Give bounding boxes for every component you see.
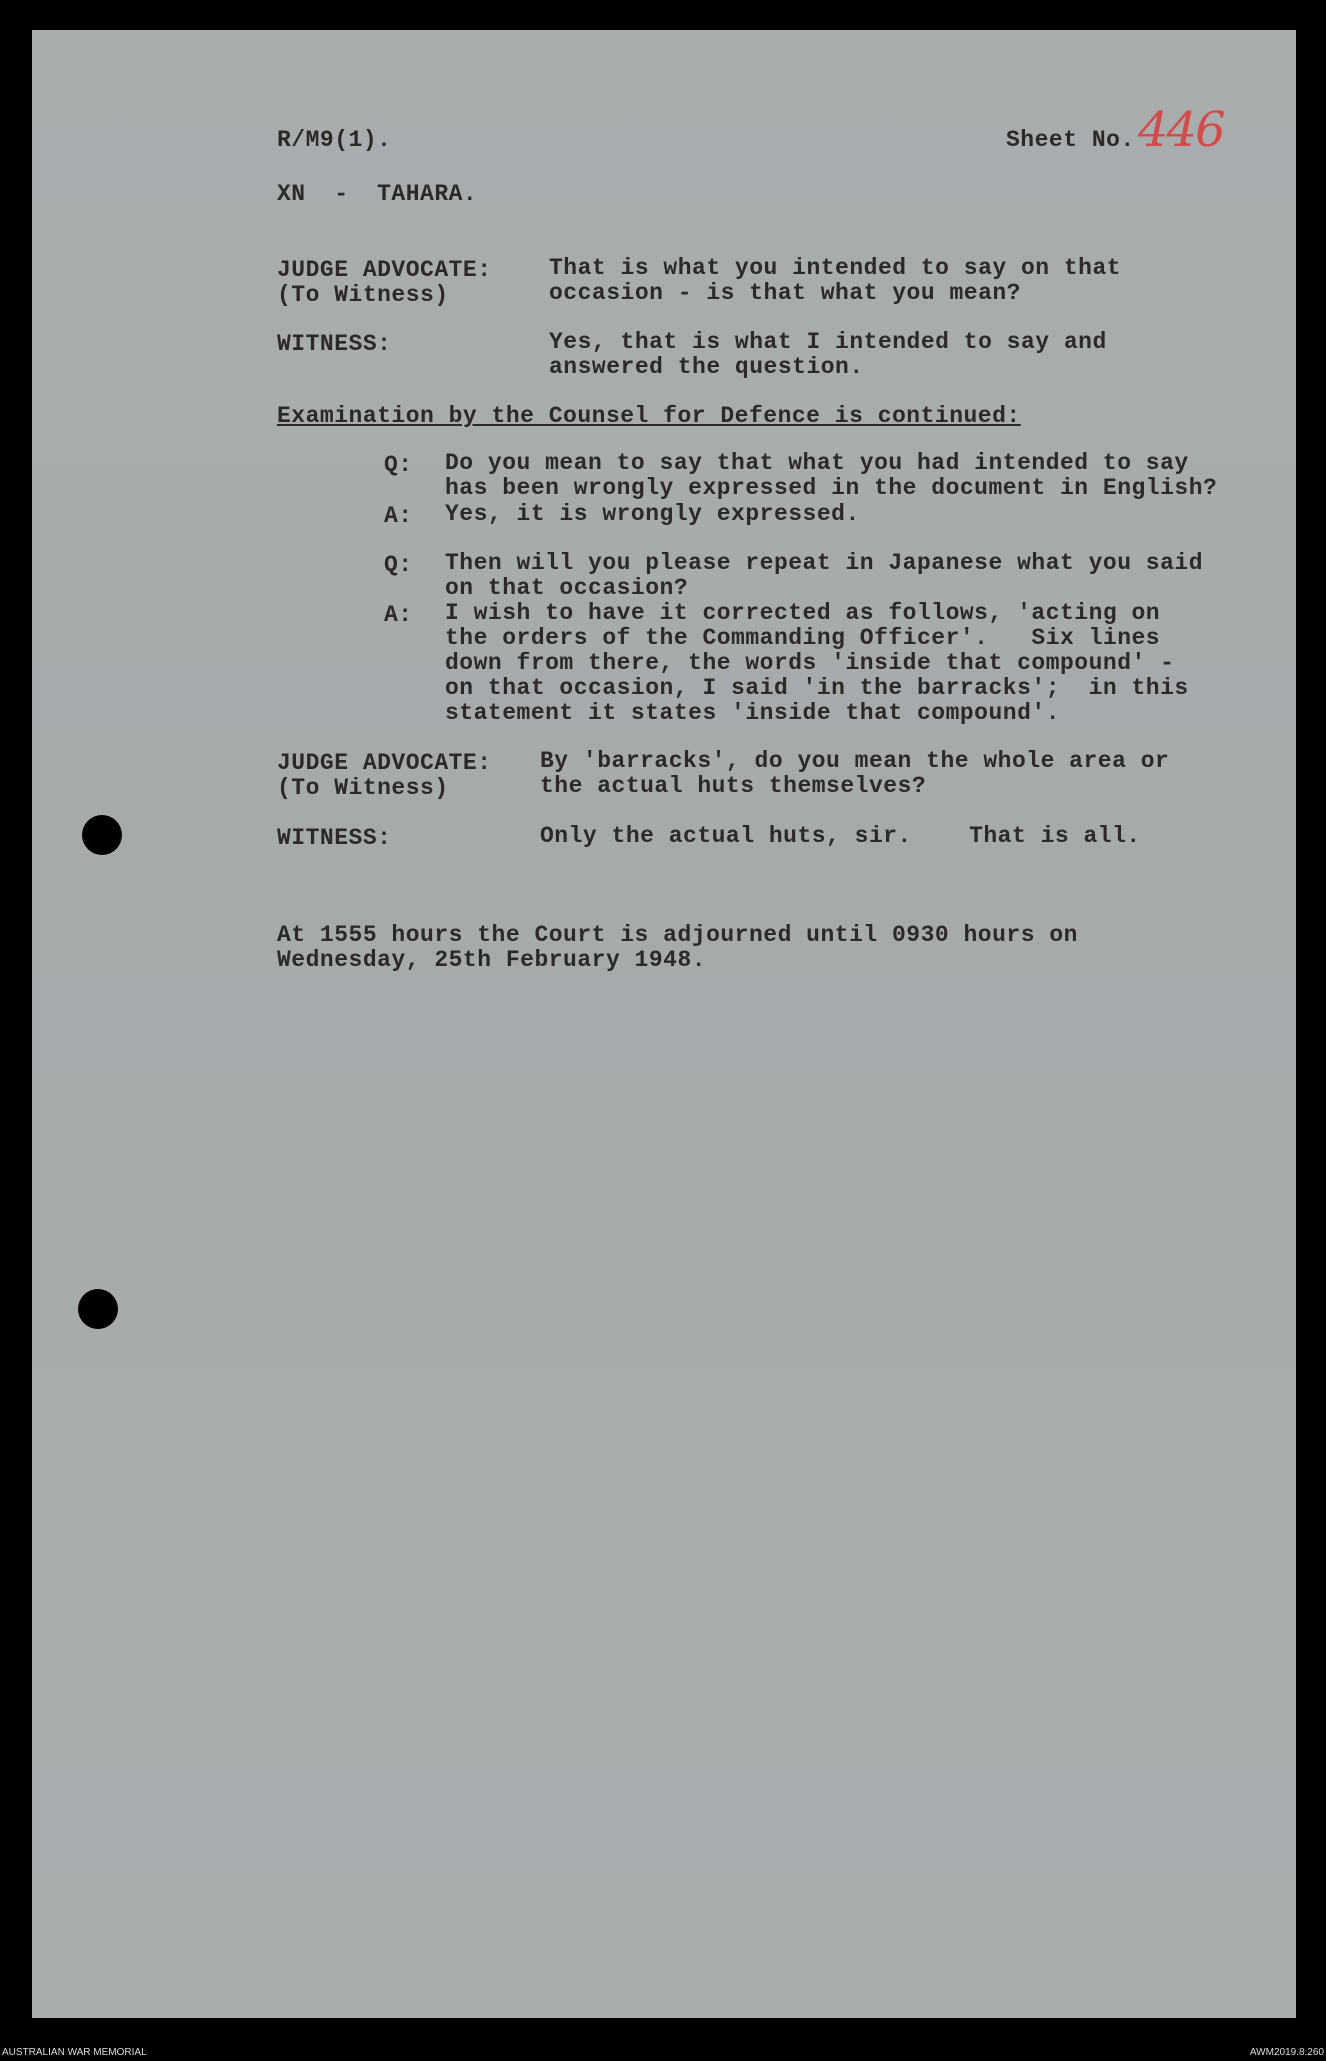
speaker-witness-1: WITNESS: bbox=[277, 331, 392, 357]
footer-institution: AUSTRALIAN WAR MEMORIAL bbox=[2, 2047, 147, 2058]
punch-hole-upper bbox=[82, 815, 122, 855]
question-line: Do you mean to say that what you had intended to say bbox=[445, 450, 1189, 476]
question-label: Q: bbox=[384, 552, 413, 578]
sheet-label: Sheet No. . . bbox=[1006, 127, 1192, 153]
answer-label: A: bbox=[384, 602, 413, 628]
statement-line: Only the actual huts, sir. That is all. bbox=[540, 823, 1141, 849]
footer-accession: AWM2019.8.260 bbox=[1249, 2047, 1324, 2058]
statement-line: the actual huts themselves? bbox=[540, 773, 927, 799]
speaker-judge-advocate-2: JUDGE ADVOCATE: bbox=[277, 750, 492, 776]
punch-hole-lower bbox=[78, 1289, 118, 1329]
answer-line: on that occasion, I said 'in the barracks'; in this bbox=[445, 675, 1189, 701]
answer-label: A: bbox=[384, 503, 413, 529]
answer-line: the orders of the Commanding Officer'. Six lines bbox=[445, 625, 1161, 651]
statement-line: That is what you intended to say on that bbox=[549, 255, 1122, 281]
question-line: has been wrongly expressed in the document in English? bbox=[445, 475, 1218, 501]
speaker-judge-advocate-1: JUDGE ADVOCATE: bbox=[277, 257, 492, 283]
closing-line: Wednesday, 25th February 1948. bbox=[277, 947, 707, 973]
statement-line: Yes, that is what I intended to say and bbox=[549, 329, 1107, 355]
question-line: on that occasion? bbox=[445, 575, 689, 601]
speaker-sub-2: (To Witness) bbox=[277, 775, 449, 801]
subject-line: XN - TAHARA. bbox=[277, 181, 478, 207]
answer-line: statement it states 'inside that compound'. bbox=[445, 700, 1060, 726]
document-reference: R/M9(1). bbox=[277, 127, 392, 153]
speaker-sub-1: (To Witness) bbox=[277, 282, 449, 308]
answer-line: down from there, the words 'inside that compound' - bbox=[445, 650, 1175, 676]
answer-line: Yes, it is wrongly expressed. bbox=[445, 501, 860, 527]
typed-sheet bbox=[32, 30, 1296, 2018]
speaker-witness-2: WITNESS: bbox=[277, 825, 392, 851]
question-line: Then will you please repeat in Japanese what you said bbox=[445, 550, 1204, 576]
answer-line: I wish to have it corrected as follows, 'acting on bbox=[445, 600, 1161, 626]
statement-line: By 'barracks', do you mean the whole area or bbox=[540, 748, 1170, 774]
question-label: Q: bbox=[384, 452, 413, 478]
statement-line: answered the question. bbox=[549, 354, 864, 380]
closing-line: At 1555 hours the Court is adjourned until 0930 hours on bbox=[277, 922, 1078, 948]
section-heading: Examination by the Counsel for Defence is continued: bbox=[277, 403, 1021, 429]
statement-line: occasion - is that what you mean? bbox=[549, 280, 1021, 306]
sheet-number-handwritten: 446 bbox=[1138, 102, 1224, 158]
